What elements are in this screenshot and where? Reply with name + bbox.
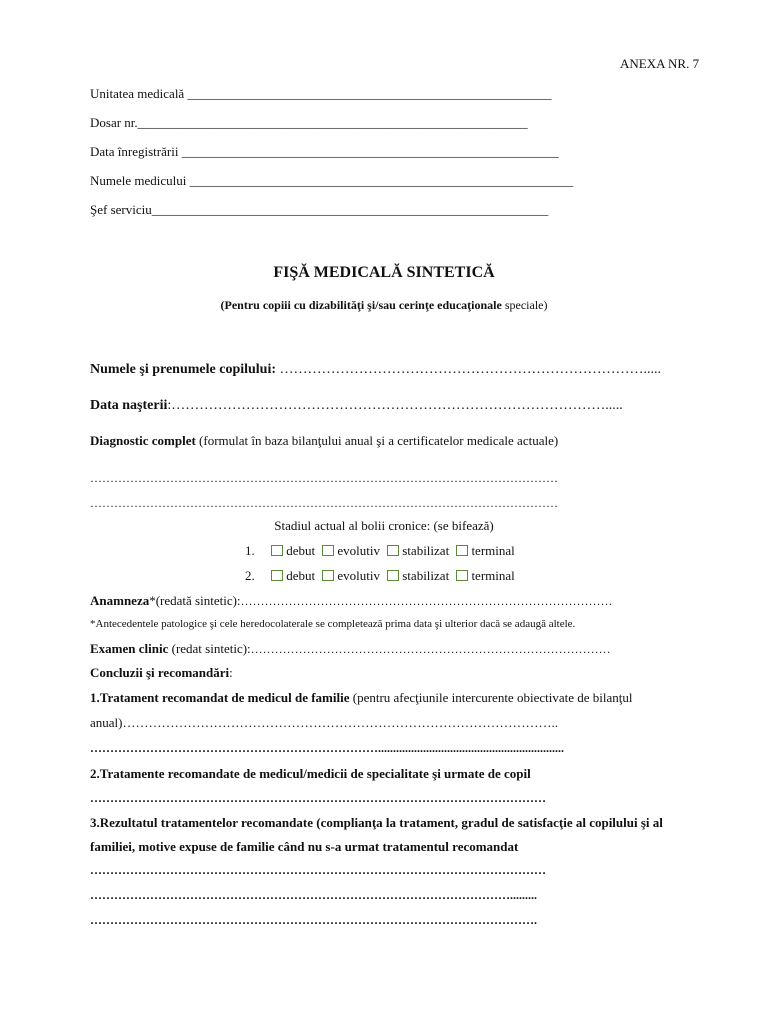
checkbox-icon[interactable] — [387, 570, 399, 581]
diagnosis-row — [90, 433, 558, 449]
option-debut: debut — [286, 543, 316, 558]
field-head-of-service — [90, 202, 548, 218]
field-medical-unit — [90, 86, 551, 102]
option-terminal: terminal — [471, 543, 515, 558]
anamnesis-row — [90, 593, 613, 609]
subtitle-bold: (Pentru copiii cu dizabilităţi şi/sau cerinţe educaţionale — [220, 298, 502, 312]
section3-heading: 3.Rezultatul tratamentelor recomandate (complianţa la tratament, gradul de satisfacţie al copilului şi al — [90, 815, 663, 830]
conclusions-colon: : — [229, 665, 233, 680]
row-number: 2. — [245, 568, 255, 583]
conclusions-label: Concluzii şi recomandări — [90, 665, 230, 680]
field-line[interactable]: ____________________________________________________________ — [137, 115, 528, 130]
section3-line-3[interactable]: …………………………………………………………………………………………………. — [90, 913, 537, 927]
option-stabilizat: stabilizat — [402, 568, 450, 583]
annex-number: ANEXA NR. 7 — [620, 56, 700, 71]
birth-date-row — [90, 398, 623, 414]
checkbox-icon[interactable] — [271, 545, 283, 556]
subtitle-rest: speciale) — [501, 298, 548, 312]
section2-line-2[interactable]: …………………………………………………………………………………………………… — [90, 791, 546, 805]
checkbox-icon[interactable] — [322, 570, 334, 581]
field-registration-date — [90, 144, 559, 160]
section2-heading: 2.Tratamente recomandate de medicul/medicii de specialitate şi urmate de copil — [90, 766, 531, 781]
row-number: 1. — [245, 543, 255, 558]
chronic-stage-row-2 — [245, 568, 519, 584]
child-name-dots[interactable]: ……………………………………………………………………..... — [276, 362, 662, 377]
footnote: *Antecedentele patologice şi cele heredocolaterale se completează prima data şi ulterior dacă se adaugă altele. — [90, 618, 576, 630]
chronic-stage-title: Stadiul actual al bolii cronice: (se bifează) — [274, 518, 494, 533]
checkbox-icon[interactable] — [456, 570, 468, 581]
option-stabilizat: stabilizat — [402, 543, 450, 558]
anamnesis-note: *(redată sintetic): — [149, 593, 241, 608]
page-title: FIŞĂ MEDICALĂ SINTETICĂ — [273, 264, 495, 281]
field-file-number — [90, 115, 528, 131]
diagnosis-note: (formulat în baza bilanţului anual şi a certificatelor medicale actuale) — [195, 433, 559, 448]
section3-line-2[interactable]: ……………………………………………………………………………………………......... — [90, 888, 537, 902]
section1-line-2[interactable]: anual)……………………………………………………………………………………….. — [90, 715, 558, 730]
clinical-exam-dots[interactable]: ……………………………………………………………………………… — [250, 642, 611, 656]
clinical-exam-row — [90, 641, 611, 657]
option-debut: debut — [286, 568, 316, 583]
birth-date-label: Data naşterii — [90, 398, 168, 413]
option-terminal: terminal — [471, 568, 515, 583]
child-name-label: Numele şi prenumele copilului: — [90, 362, 277, 377]
field-doctor-name — [90, 173, 573, 189]
page-subtitle — [0, 298, 768, 313]
field-label: Unitatea medicală — [90, 86, 185, 101]
option-evolutiv: evolutiv — [337, 568, 380, 583]
section3-heading-2: familiei, motive expuse de familie când nu s-a urmat tratamentul recomandat — [90, 839, 519, 854]
field-label: Dosar nr. — [90, 115, 138, 130]
section1-heading — [90, 690, 632, 706]
clinical-exam-note: (redat sintetic): — [168, 641, 251, 656]
field-line[interactable]: _____________________________________________________________ — [151, 202, 549, 217]
checkbox-icon[interactable] — [387, 545, 399, 556]
section1-note: (pentru afecţiunile intercurente obiectivate de bilanţul — [349, 690, 633, 705]
clinical-exam-label: Examen clinic — [90, 641, 169, 656]
section1-line-3[interactable]: ……………………………………………………………….............................................................. — [90, 741, 564, 755]
field-line[interactable]: __________________________________________________________ — [181, 144, 559, 159]
diagnosis-line-2[interactable]: ……………………………………………………………………………………………………… — [90, 496, 558, 510]
field-line[interactable]: ___________________________________________________________ — [189, 173, 574, 188]
checkbox-icon[interactable] — [271, 570, 283, 581]
option-evolutiv: evolutiv — [337, 543, 380, 558]
checkbox-icon[interactable] — [456, 545, 468, 556]
section3-line-1[interactable]: …………………………………………………………………………………………………… — [90, 863, 546, 877]
anamnesis-dots[interactable]: ………………………………………………………………………………… — [240, 594, 613, 608]
field-label: Numele medicului — [90, 173, 187, 188]
child-name-row — [90, 362, 661, 378]
conclusions-heading — [90, 665, 233, 681]
field-label: Şef serviciu — [90, 202, 152, 217]
anamnesis-label: Anamneza — [90, 593, 150, 608]
chronic-stage-row-1 — [245, 543, 519, 559]
section1-label: 1.Tratament recomandat de medicul de familie — [90, 690, 350, 705]
field-line[interactable]: ________________________________________________________ — [187, 86, 552, 101]
field-label: Data înregistrării — [90, 144, 179, 159]
checkbox-icon[interactable] — [322, 545, 334, 556]
diagnosis-label: Diagnostic complet — [90, 433, 196, 448]
birth-date-dots[interactable]: :…………………………………………………………………………………..... — [167, 398, 623, 413]
diagnosis-line-1[interactable]: ……………………………………………………………………………………………………… — [90, 471, 558, 485]
